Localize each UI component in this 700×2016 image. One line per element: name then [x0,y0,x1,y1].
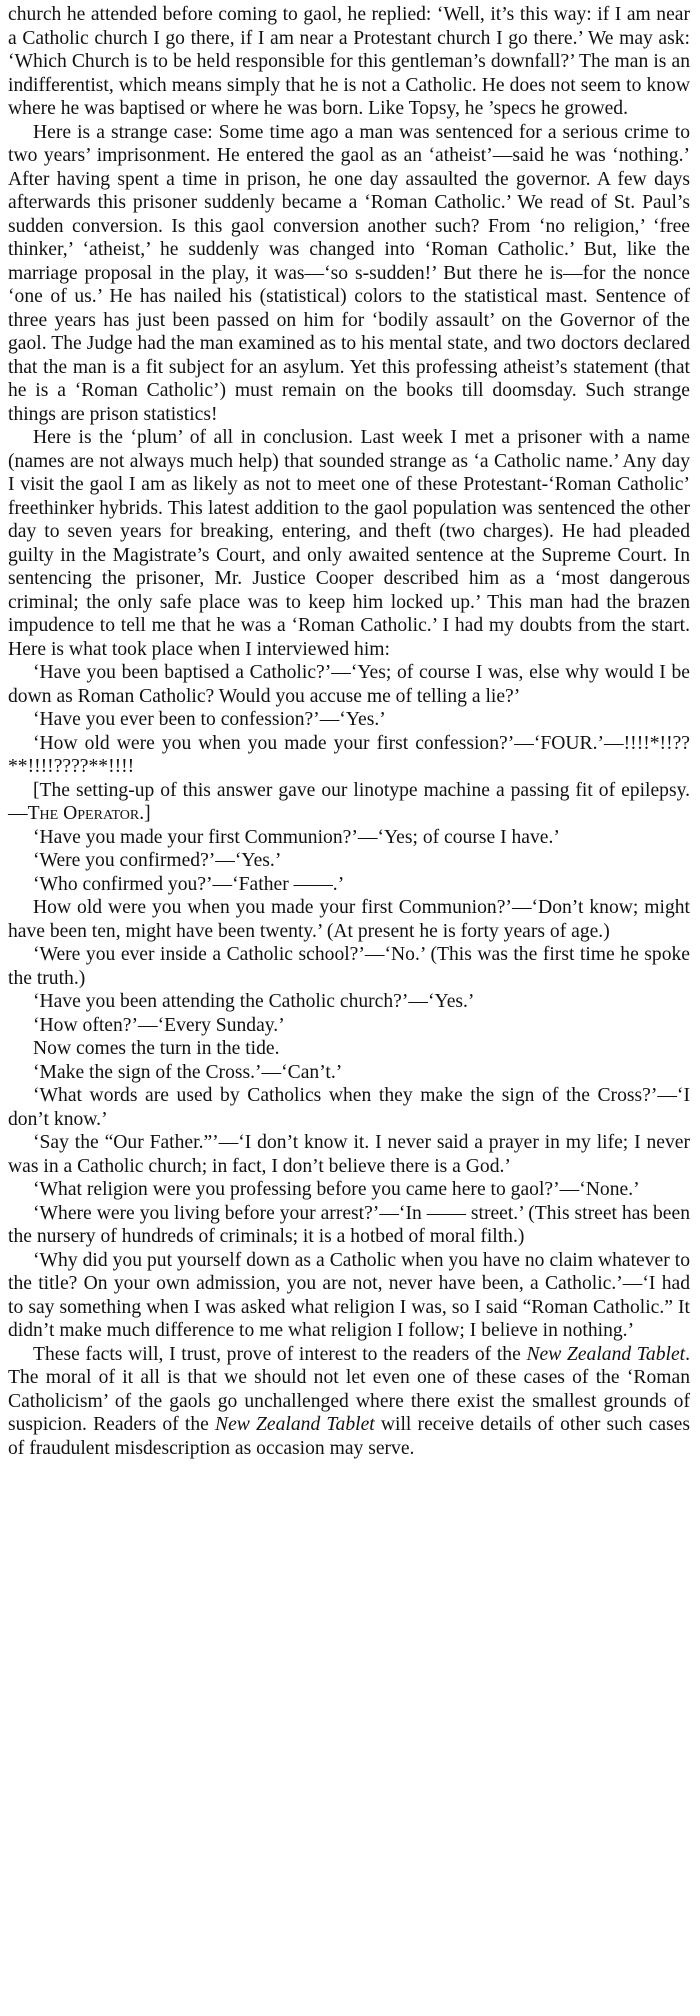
dialogue-religion-before: ‘What religion were you professing before you came here to gaol?’—‘None.’ [33,1179,640,1200]
dialogue-how-often: ‘How often?’—‘Every Sunday.’ [33,1014,285,1036]
dialogue-confirmed: ‘Were you confirmed?’—‘Yes.’ [33,850,282,871]
dialogue-sign-of-cross: ‘Make the sign of the Cross.’—‘Can’t.’ [33,1061,343,1083]
dialogue-living-before: ‘Where were you living before your arrest?’—‘In —— street.’ (This street has been the nursery of hundreds of criminals; it is a hotbed of moral filth.) [8,1202,690,1247]
dialogue-communion: ‘Have you made your first Communion?’—‘Yes; of course I have.’ [33,826,560,848]
conclusion-text-3: will receive details of other such cases of fraudulent misdescription as occasion may serve. [8,1414,690,1459]
dialogue-communion-age: How old were you when you made your first Communion?’—‘Don’t know; might have been ten, might have been twenty.’ (At present he is forty years of age.) [8,897,690,942]
operator-note-text: [The setting-up of this answer gave our linotype machine a passing fit of epilepsy.— [8,779,690,824]
newspaper-title-1: New Zealand Tablet [526,1343,686,1365]
paragraph-intro: church he attended before coming to gaol, he replied: ‘Well, it’s this way: if I am near a Catholic church I go there, if I am near a Protestant church I go there.’ We may ask: ‘Which Church is to be held responsible for this gentleman’s downfall?’ The man is an indifferentist, which means simply that he is not a Catholic. He does not seem to know where he was baptised or where he was born. Like Topsy, he ’specs he growed. [8,4,690,119]
dialogue-school: ‘Were you ever inside a Catholic school?’—‘No.’ (This was the first time he spoke the truth.) [8,944,690,989]
dialogue-why-catholic: ‘Why did you put yourself down as a Catholic when you have no claim whatever to the title? On your own admission, you are not, never have been, a Catholic.’—‘I had to say something when I was asked what religion I was, so I said “Roman Catholic.” It didn’t make much difference to me what religion I follow; I believe in nothing.’ [8,1249,690,1341]
operator-note [8,779,690,826]
paragraph-strange-case: Here is a strange case: Some time ago a man was sentenced for a serious crime to two years’ imprisonment. He entered the gaol as an ‘atheist’—said he was ‘nothing.’ After having spent a time in prison, he one day assaulted the governor. A few days afterwards this prisoner suddenly became a ‘Roman Catholic.’ We read of St. Paul’s sudden conversion. Is this gaol conversion another such? From ‘no religion,’ ‘free thinker,’ ‘atheist,’ he suddenly was changed into ‘Roman Catholic.’ But, like the marriage proposal in the play, it was—‘so s-sudden!’ But there he is—for the nonce ‘one of us.’ He has nailed his (statistical) colors to the statistical mast. Sentence of three years has just been passed on him for ‘bodily assault’ on the Governor of the gaol. The Judge had the man examined as to his mental state, and two doctors declared that the man is a fit subject for an asylum. Yet this professing atheist’s statement (that he is a ‘Roman Catholic’) must remain on the books till doomsday. Such strange things are prison statistics! [8,121,690,425]
operator-note-close: ] [144,803,151,824]
dialogue-who-confirmed: ‘Who confirmed you?’—‘Father ——.’ [33,873,345,895]
dialogue-baptised: ‘Have you been baptised a Catholic?’—‘Yes; of course I was, else why would I be down as Roman Catholic? Would you accuse me of telling a lie?’ [8,662,690,707]
dialogue-turn-in-tide: Now comes the turn in the tide. [33,1038,280,1059]
conclusion-text-1: These facts will, I trust, prove of interest to the readers of the [33,1343,527,1365]
dialogue-words-of-cross: ‘What words are used by Catholics when they make the sign of the Cross?’—‘I don’t know.’ [8,1085,690,1130]
dialogue-our-father: ‘Say the “Our Father.”’—‘I don’t know it. I never said a prayer in my life; I never was in a Catholic church; in fact, I don’t believe there is a God.’ [8,1132,690,1177]
dialogue-confession: ‘Have you ever been to confession?’—‘Yes.’ [33,709,386,730]
dialogue-attending-church: ‘Have you been attending the Catholic church?’—‘Yes.’ [33,991,475,1012]
paragraph-plum: Here is the ‘plum’ of all in conclusion. Last week I met a prisoner with a name (names are not always much help) that sounded strange as ‘a Catholic name.’ Any day I visit the gaol I am as likely as not to meet one of these Protestant-‘Roman Catholic’ freethinker hybrids. This latest addition to the gaol population was sentenced the other day to seven years for breaking, entering, and theft (two charges). He had pleaded guilty in the Magistrate’s Court, and only awaited sentence at the Supreme Court. In sentencing the prisoner, Mr. Justice Cooper described him as a ‘most dangerous criminal; the only safe place was to keep him locked up.’ This man had the brazen impudence to tell me that he was a ‘Roman Catholic.’ I had my doubts from the start. Here is what took place when I interviewed him: [8,427,690,660]
dialogue-first-confession: ‘How old were you when you made your first confession?’—‘FOUR.’—!!!!*!!??**!!!!????**!!!! [8,732,690,777]
operator-signature: The Operator. [27,803,145,824]
paragraph-conclusion [8,1343,690,1461]
conclusion-text-2: . The moral of it all is that we should not let even one of these cases of the ‘Roman Catholicism’ of the gaols go unchallenged where there exist the smallest grounds of suspicion. Readers of the [8,1343,690,1435]
newspaper-title-2: New Zealand Tablet [215,1414,375,1435]
